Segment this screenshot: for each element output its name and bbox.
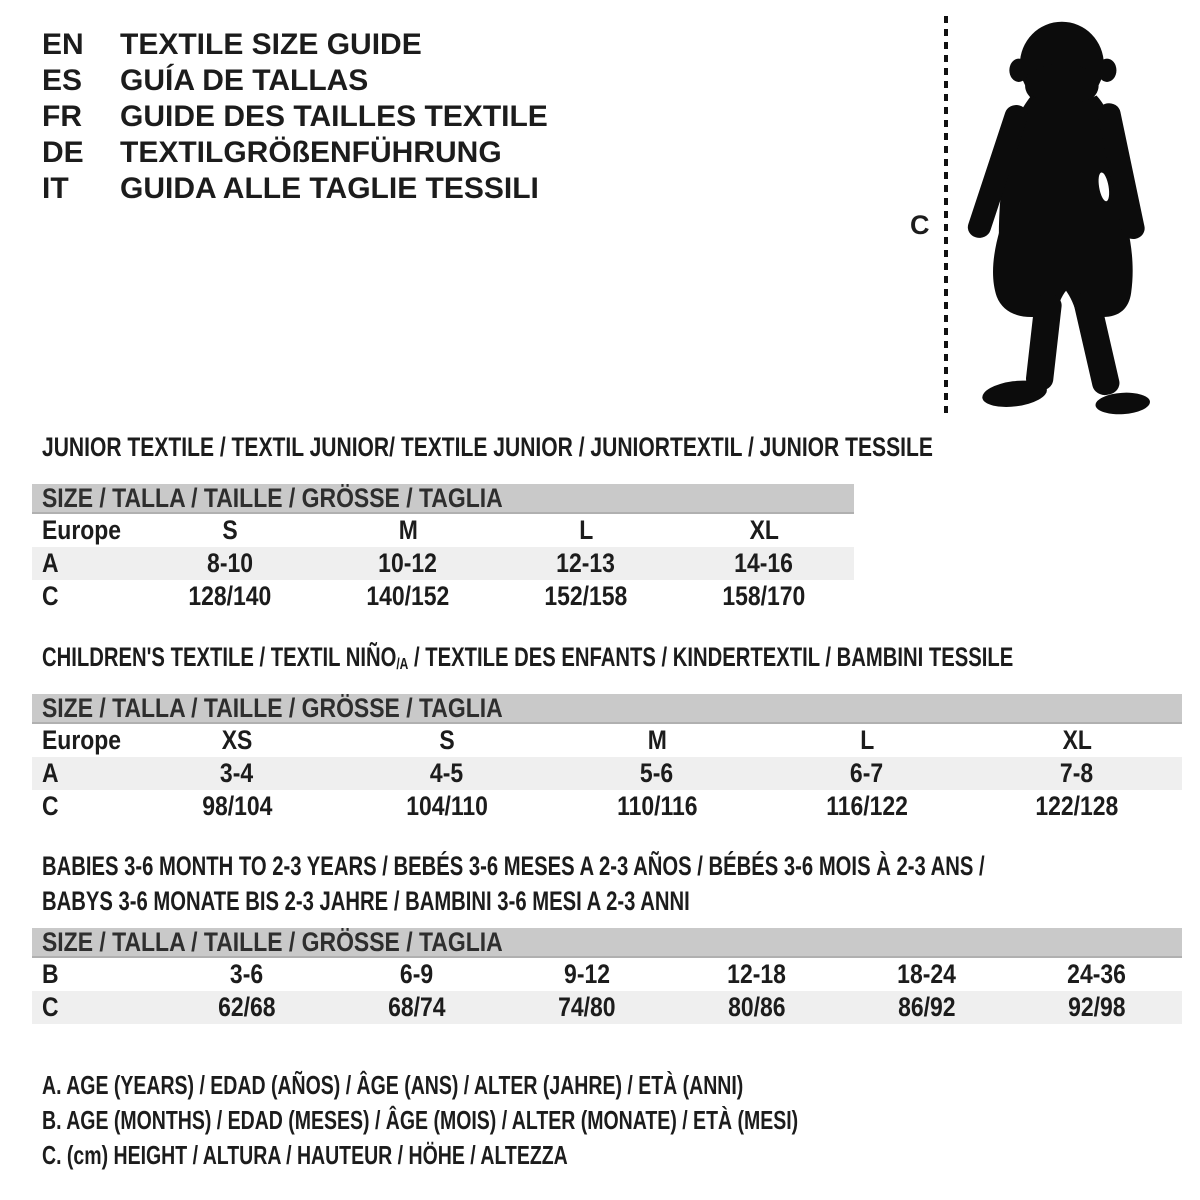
height-cell: 116/122 (826, 791, 908, 821)
language-code: IT (42, 172, 69, 205)
age-cell: 3-6 (230, 959, 264, 989)
table-row-age-months (32, 958, 1182, 991)
size-header-bar (32, 484, 854, 514)
nino-a-subscript: /A (396, 656, 409, 673)
section-heading-babies (42, 849, 1200, 919)
height-cell: 74/80 (558, 992, 616, 1022)
language-row-fr (42, 99, 548, 135)
height-cell: 86/92 (898, 992, 956, 1022)
section-heading-babies-line2: BABYS 3-6 MONATE BIS 2-3 JAHRE / BAMBINI 3-6 MESI A 2-3 ANNI (42, 886, 690, 916)
age-cell: 12-18 (727, 959, 787, 989)
age-cell: 8-10 (207, 548, 253, 578)
height-cell: 152/158 (544, 581, 628, 611)
legend-line-age-months: B. AGE (MONTHS) / EDAD (MESES) / ÂGE (MOIS) / ALTER (MONATE) / ETÀ (MESI) (42, 1105, 799, 1135)
height-cell: 92/98 (1068, 992, 1126, 1022)
size-cell: M (647, 725, 667, 755)
language-code: FR (42, 100, 82, 133)
size-header-label: SIZE / TALLA / TAILLE / GRÖSSE / TAGLIA (42, 926, 503, 957)
row-label: B (42, 959, 59, 989)
section-heading-junior (42, 432, 1184, 462)
row-label: A (42, 758, 59, 788)
legend (42, 1068, 1050, 1173)
section-heading-babies-line1: BABIES 3-6 MONTH TO 2-3 YEARS / BEBÉS 3-6 MESES A 2-3 AÑOS / BÉBÉS 3-6 MOIS À 2-3 ANS / (42, 851, 985, 881)
table-row-height (32, 580, 854, 613)
language-title: TEXTILE SIZE GUIDE (120, 28, 422, 61)
height-cell: 122/128 (1035, 791, 1119, 821)
language-row-it (42, 171, 548, 207)
language-title: TEXTILGRÖßENFÜHRUNG (120, 136, 502, 169)
language-guide-list (42, 27, 548, 207)
size-header-label: SIZE / TALLA / TAILLE / GRÖSSE / TAGLIA (42, 692, 503, 723)
size-table-junior (32, 484, 854, 613)
section-heading-junior-text: JUNIOR TEXTILE / TEXTIL JUNIOR/ TEXTILE JUNIOR / JUNIORTEXTIL / JUNIOR TESSILE (42, 432, 933, 462)
height-cell: 68/74 (388, 992, 446, 1022)
row-label: Europe (42, 725, 122, 755)
size-cell: S (222, 515, 238, 545)
height-cell: 104/110 (406, 791, 488, 821)
table-row-height (32, 790, 1182, 823)
table-row-age (32, 547, 854, 580)
baby-silhouette-icon (960, 12, 1170, 420)
legend-line-age-years: A. AGE (YEARS) / EDAD (AÑOS) / ÂGE (ANS) / ALTER (JAHRE) / ETÀ (ANNI) (42, 1070, 744, 1100)
size-cell: XL (749, 515, 779, 545)
height-measure-label: C (910, 210, 930, 240)
section-heading-children (42, 642, 1200, 677)
size-table-children (32, 694, 1182, 823)
table-row-age (32, 757, 1182, 790)
table-row-height (32, 991, 1182, 1024)
age-cell: 24-36 (1067, 959, 1127, 989)
height-cell: 62/68 (218, 992, 276, 1022)
size-cell: XL (1062, 725, 1092, 755)
language-code: ES (42, 64, 83, 97)
language-row-de (42, 135, 548, 171)
size-header-bar (32, 694, 1182, 724)
height-cell: 80/86 (728, 992, 786, 1022)
height-cell: 140/152 (366, 581, 450, 611)
language-code: DE (42, 136, 84, 169)
row-label: Europe (42, 515, 122, 545)
age-cell: 3-4 (220, 758, 254, 788)
size-cell: XS (221, 725, 253, 755)
language-row-en (42, 27, 548, 63)
height-cell: 110/116 (616, 791, 698, 821)
row-label: C (42, 791, 59, 821)
row-label: C (42, 581, 59, 611)
height-measure-line (944, 16, 948, 414)
legend-line-height-cm: C. (cm) HEIGHT / ALTURA / HAUTEUR / HÖHE / ALTEZZA (42, 1140, 568, 1170)
age-cell: 18-24 (897, 959, 957, 989)
language-title: GUIDE DES TAILLES TEXTILE (120, 100, 548, 133)
age-cell: 10-12 (378, 548, 438, 578)
language-title: GUÍA DE TALLAS (120, 64, 369, 97)
age-cell: 6-9 (400, 959, 434, 989)
language-code: EN (42, 28, 84, 61)
language-row-es (42, 63, 548, 99)
size-header-bar (32, 928, 1182, 958)
age-cell: 12-13 (556, 548, 616, 578)
size-cell: M (398, 515, 418, 545)
height-cell: 128/140 (188, 581, 272, 611)
height-cell: 98/104 (201, 791, 273, 821)
age-cell: 14-16 (734, 548, 794, 578)
language-title: GUIDA ALLE TAGLIE TESSILI (120, 172, 539, 205)
age-cell: 6-7 (850, 758, 884, 788)
size-cell: L (859, 725, 875, 755)
size-cell: S (439, 725, 455, 755)
table-row-europe (32, 724, 1182, 757)
row-label: A (42, 548, 59, 578)
age-cell: 9-12 (564, 959, 610, 989)
age-cell: 5-6 (640, 758, 674, 788)
size-cell: L (578, 515, 594, 545)
size-table-babies (32, 928, 1182, 1024)
height-cell: 158/170 (722, 581, 806, 611)
table-row-europe (32, 514, 854, 547)
age-cell: 7-8 (1060, 758, 1094, 788)
size-header-label: SIZE / TALLA / TAILLE / GRÖSSE / TAGLIA (42, 482, 503, 513)
age-cell: 4-5 (430, 758, 464, 788)
section-heading-children-text: CHILDREN'S TEXTILE / TEXTIL NIÑO/A / TEXTILE DES ENFANTS / KINDERTEXTIL / BAMBINI TESSILE (42, 642, 1014, 673)
row-label: C (42, 992, 59, 1022)
